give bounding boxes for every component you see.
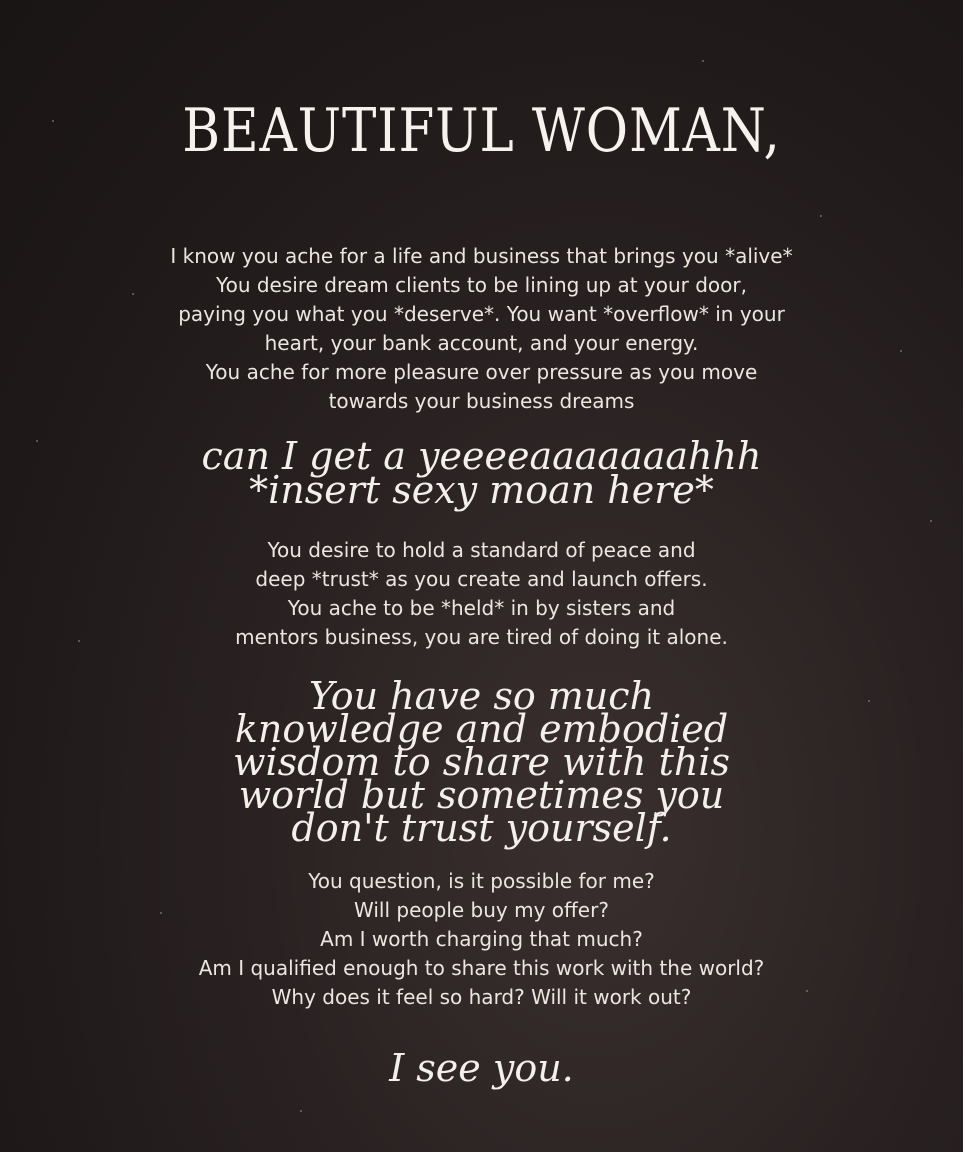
desire-paragraph: You desire to hold a standard of peace and deep *trust* as you create and launch offers. You ache to be *held* in by sisters and mentors business, you are tired of doing it alone.: [235, 538, 728, 649]
page-title: BEAUTIFUL WOMAN,: [182, 96, 781, 166]
questions-paragraph: You question, is it possible for me? Will people buy my offer? Am I worth charging that much? Am I qualified enough to share this work with the world? Why does it feel so hard? Will it work out?: [198, 869, 765, 1009]
star-speck: [702, 60, 704, 62]
star-speck: [52, 120, 54, 122]
star-speck: [300, 1110, 302, 1112]
script-callout-yeah: can I get a yeeeeaaaaaaahhh *insert sexy moan here*: [201, 434, 762, 512]
intro-paragraph: I know you ache for a life and business that brings you *alive* You desire dream clients to be lining up at your door, paying you what you *deserve*. You want *overflow* in your heart, your bank account, and your energy. You ache for more pleasure over pressure as you move towards your business dreams: [170, 244, 793, 413]
star-speck: [820, 215, 822, 217]
script-closing-line: I see you.: [389, 1046, 574, 1090]
star-speck: [930, 520, 932, 522]
script-callout-knowledge: You have so much knowledge and embodied wisdom to share with this world but sometimes you don't trust yourself.: [233, 674, 730, 850]
